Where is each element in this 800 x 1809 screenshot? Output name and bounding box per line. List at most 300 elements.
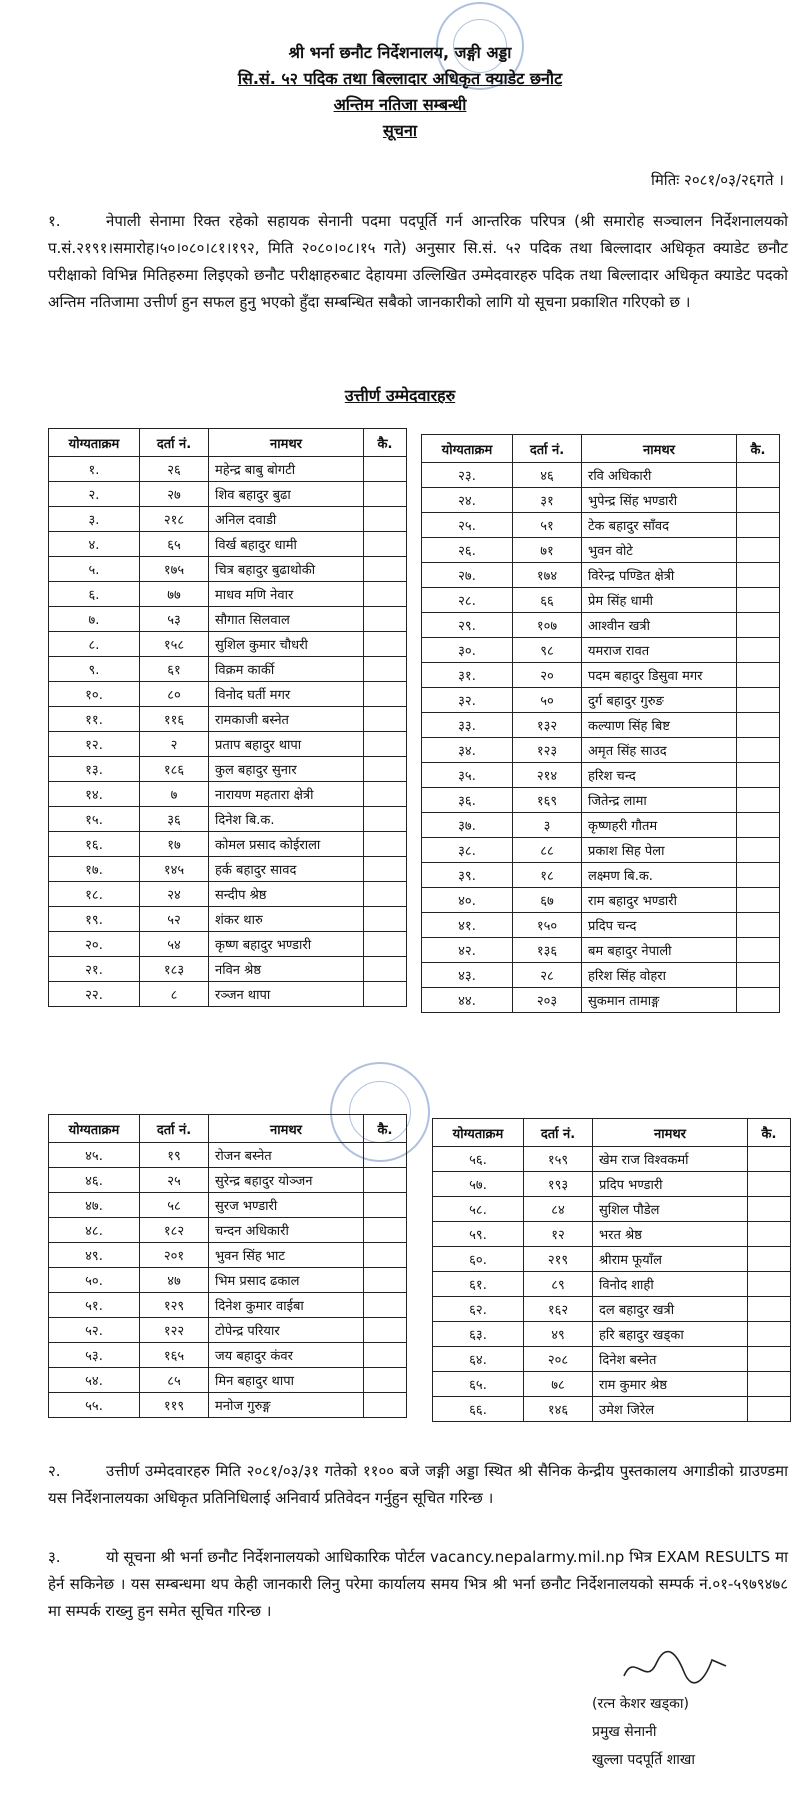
table-row (49, 1343, 407, 1368)
rank-cell: ५९. (433, 1222, 524, 1247)
remarks-cell (737, 613, 780, 638)
table-row (49, 482, 407, 507)
remarks-cell (364, 832, 407, 857)
col-rank-header: योग्यताक्रम (422, 435, 513, 463)
rank-cell: ४९. (49, 1243, 140, 1268)
rank-cell: ५०. (49, 1268, 140, 1293)
remarks-cell (737, 738, 780, 763)
remarks-cell (364, 757, 407, 782)
name-cell: राम बहादुर भण्डारी (582, 888, 737, 913)
table-row (433, 1397, 791, 1422)
name-cell: सुरज भण्डारी (209, 1193, 364, 1218)
reg-no-cell: १३६ (513, 938, 582, 963)
table-row (49, 757, 407, 782)
remarks-cell (364, 1268, 407, 1293)
name-cell: बम बहादुर नेपाली (582, 938, 737, 963)
reg-no-cell: ९८ (513, 638, 582, 663)
reg-no-cell: ११६ (140, 707, 209, 732)
rank-cell: १०. (49, 682, 140, 707)
reg-no-cell: ८ (140, 982, 209, 1007)
name-cell: भिम प्रसाद ढकाल (209, 1268, 364, 1293)
rank-cell: ३२. (422, 688, 513, 713)
remarks-cell (737, 963, 780, 988)
remarks-cell (737, 563, 780, 588)
name-cell: शिव बहादुर बुढा (209, 482, 364, 507)
rank-cell: २४. (422, 488, 513, 513)
name-cell: भुवन सिंह भाट (209, 1243, 364, 1268)
reg-no-cell: २७ (140, 482, 209, 507)
name-cell: सुरेन्द्र बहादुर योञ्जन (209, 1168, 364, 1193)
name-cell: कृष्ण बहादुर भण्डारी (209, 932, 364, 957)
table-row (49, 1268, 407, 1293)
name-cell: चन्दन अधिकारी (209, 1218, 364, 1243)
name-cell: महेन्द्र बाबु बोगटी (209, 457, 364, 482)
document-header (0, 40, 800, 144)
name-cell: हरि बहादुर खड्का (593, 1322, 748, 1347)
signatory-office: खुल्ला पदपूर्ति शाखा (592, 1752, 695, 1768)
remarks-cell (737, 938, 780, 963)
name-cell: श्रीराम फूयाँल (593, 1247, 748, 1272)
remarks-cell (364, 857, 407, 882)
name-cell: सौगात सिलवाल (209, 607, 364, 632)
table-row (422, 813, 780, 838)
name-cell: आश्वीन खत्री (582, 613, 737, 638)
table-row (433, 1247, 791, 1272)
remarks-cell (364, 507, 407, 532)
reg-no-cell: ५० (513, 688, 582, 713)
reg-no-cell: १९३ (524, 1172, 593, 1197)
table-row (433, 1372, 791, 1397)
col-remarks-header: कै. (364, 1115, 407, 1143)
table-row (49, 682, 407, 707)
remarks-cell (364, 682, 407, 707)
col-rank-header: योग्यताक्रम (49, 429, 140, 457)
rank-cell: १५. (49, 807, 140, 832)
name-cell: दिनेश बि.क. (209, 807, 364, 832)
rank-cell: २९. (422, 613, 513, 638)
remarks-cell (737, 513, 780, 538)
table-row (49, 732, 407, 757)
reg-no-cell: ८५ (140, 1368, 209, 1393)
table-row (49, 557, 407, 582)
reg-no-cell: ६७ (513, 888, 582, 913)
reg-no-cell: २१९ (524, 1247, 593, 1272)
col-name-header: नामथर (593, 1119, 748, 1147)
rank-cell: ११. (49, 707, 140, 732)
rank-cell: १. (49, 457, 140, 482)
table-row (49, 1143, 407, 1168)
table-row (49, 457, 407, 482)
remarks-cell (748, 1197, 791, 1222)
name-cell: खेम राज विश्वकर्मा (593, 1147, 748, 1172)
remarks-cell (748, 1372, 791, 1397)
table-row (433, 1172, 791, 1197)
rank-cell: ३९. (422, 863, 513, 888)
reg-no-cell: ७ (140, 782, 209, 807)
col-rank-header: योग्यताक्रम (49, 1115, 140, 1143)
table-header-row (49, 429, 407, 457)
reg-no-cell: ६५ (140, 532, 209, 557)
name-cell: सुशिल पौडेल (593, 1197, 748, 1222)
name-cell: राम कुमार श्रेष्ठ (593, 1372, 748, 1397)
table-row (422, 513, 780, 538)
rank-cell: १६. (49, 832, 140, 857)
name-cell: अनिल दवाडी (209, 507, 364, 532)
rank-cell: ६१. (433, 1272, 524, 1297)
rank-cell: ५४. (49, 1368, 140, 1393)
reg-no-cell: १५८ (140, 632, 209, 657)
reg-no-cell: ८९ (524, 1272, 593, 1297)
table-row (49, 1218, 407, 1243)
remarks-cell (364, 932, 407, 957)
rank-cell: ६५. (433, 1372, 524, 1397)
rank-cell: ३७. (422, 813, 513, 838)
table-row (49, 607, 407, 632)
reg-no-cell: १८ (513, 863, 582, 888)
table-row (49, 1293, 407, 1318)
rank-cell: ४०. (422, 888, 513, 913)
rank-cell: २५. (422, 513, 513, 538)
rank-cell: ५. (49, 557, 140, 582)
table-row (49, 982, 407, 1007)
remarks-cell (748, 1397, 791, 1422)
reg-no-cell: १६५ (140, 1343, 209, 1368)
reg-no-cell: २१८ (140, 507, 209, 532)
result-title: अन्तिम नतिजा सम्बन्धी (333, 95, 467, 114)
table-row (422, 863, 780, 888)
results-table-4 (432, 1118, 791, 1422)
table-row (49, 1318, 407, 1343)
remarks-cell (364, 482, 407, 507)
name-cell: चित्र बहादुर बुढाथोकी (209, 557, 364, 582)
name-cell: विक्रम कार्की (209, 657, 364, 682)
rank-cell: ५३. (49, 1343, 140, 1368)
remarks-cell (737, 638, 780, 663)
name-cell: रोजन बस्नेत (209, 1143, 364, 1168)
rank-cell: ६०. (433, 1247, 524, 1272)
directorate-title: श्री भर्ना छनौट निर्देशनालय, जङ्गी अड्डा (288, 43, 512, 62)
table-row (422, 713, 780, 738)
rank-cell: ६. (49, 582, 140, 607)
reg-no-cell: ५३ (140, 607, 209, 632)
rank-cell: १२. (49, 732, 140, 757)
paragraph-2-number: २. (48, 1462, 61, 1480)
rank-cell: २२. (49, 982, 140, 1007)
name-cell: मिन बहादुर थापा (209, 1368, 364, 1393)
name-cell: जय बहादुर कंवर (209, 1343, 364, 1368)
reg-no-cell: २१४ (513, 763, 582, 788)
table-row (433, 1347, 791, 1372)
reg-no-cell: २८ (513, 963, 582, 988)
rank-cell: २३. (422, 463, 513, 488)
name-cell: कोमल प्रसाद कोईराला (209, 832, 364, 857)
name-cell: दल बहादुर खत्री (593, 1297, 748, 1322)
name-cell: भरत श्रेष्ठ (593, 1222, 748, 1247)
remarks-cell (748, 1272, 791, 1297)
rank-cell: १४. (49, 782, 140, 807)
reg-no-cell: १७५ (140, 557, 209, 582)
remarks-cell (364, 582, 407, 607)
name-cell: विरेन्द्र पण्डित क्षेत्री (582, 563, 737, 588)
table-row (49, 707, 407, 732)
table-row (433, 1297, 791, 1322)
reg-no-cell: ६१ (140, 657, 209, 682)
name-cell: हरिश सिंह वोहरा (582, 963, 737, 988)
reg-no-cell: १३२ (513, 713, 582, 738)
name-cell: कृष्णहरी गौतम (582, 813, 737, 838)
table-row (49, 657, 407, 682)
col-rank-header: योग्यताक्रम (433, 1119, 524, 1147)
rank-cell: ३४. (422, 738, 513, 763)
name-cell: हर्क बहादुर सावद (209, 857, 364, 882)
remarks-cell (364, 957, 407, 982)
reg-no-cell: १८२ (140, 1218, 209, 1243)
reg-no-cell: ७८ (524, 1372, 593, 1397)
reg-no-cell: १७ (140, 832, 209, 857)
rank-cell: ४१. (422, 913, 513, 938)
rank-cell: ४८. (49, 1218, 140, 1243)
table-row (49, 782, 407, 807)
remarks-cell (737, 463, 780, 488)
name-cell: दिनेश कुमार वाईबा (209, 1293, 364, 1318)
paragraph-1-text: नेपाली सेनामा रिक्त रहेको सहायक सेनानी पदमा पदपूर्ति गर्न आन्तरिक परिपत्र (श्री समारोह सञ्चालन निर्देशनालयको प.सं.२१९१।समारोह।५०।०८०।८१।१९२, मिति २०८०।०८।१५ गते) अनुसार सि.सं. ५२ पदिक तथा बिल्लादार अधिकृत क्याडेट छनौट परीक्षाको विभिन्न मितिहरुमा लिइएको छनौट परीक्षाहरुबाट देहायमा उल्लिखित उम्मेदवारहरु पदिक तथा बिल्लादार अधिकृत क्याडेट पदको अन्तिम नतिजामा उत्तीर्ण हुन सफल हुनु भएको हुँदा सम्बन्धित सबैको जानकारीको लागि यो सूचना प्रकाशित गरिएको छ । (48, 212, 788, 311)
name-cell: उमेश जिरेल (593, 1397, 748, 1422)
rank-cell: ५१. (49, 1293, 140, 1318)
table-row (49, 507, 407, 532)
remarks-cell (364, 907, 407, 932)
results-table-2 (421, 434, 780, 1013)
reg-no-cell: २५ (140, 1168, 209, 1193)
reg-no-cell: ८० (140, 682, 209, 707)
rank-cell: ४४. (422, 988, 513, 1013)
reg-no-cell: ५४ (140, 932, 209, 957)
rank-cell: ४७. (49, 1193, 140, 1218)
notice-title: सूचना (382, 121, 417, 140)
col-name-header: नामथर (582, 435, 737, 463)
remarks-cell (364, 1318, 407, 1343)
name-cell: यमराज रावत (582, 638, 737, 663)
name-cell: पदम बहादुर डिसुवा मगर (582, 663, 737, 688)
rank-cell: ५२. (49, 1318, 140, 1343)
table-row (422, 738, 780, 763)
remarks-cell (364, 1168, 407, 1193)
rank-cell: ४. (49, 532, 140, 557)
rank-cell: ३५. (422, 763, 513, 788)
reg-no-cell: ४६ (513, 463, 582, 488)
remarks-cell (364, 882, 407, 907)
rank-cell: ५५. (49, 1393, 140, 1418)
rank-cell: ५६. (433, 1147, 524, 1172)
col-name-header: नामथर (209, 429, 364, 457)
rank-cell: १८. (49, 882, 140, 907)
name-cell: प्रकाश सिह पेला (582, 838, 737, 863)
reg-no-cell: २०८ (524, 1347, 593, 1372)
remarks-cell (364, 1193, 407, 1218)
reg-no-cell: १२२ (140, 1318, 209, 1343)
signature-block (592, 1690, 695, 1774)
table-row (433, 1272, 791, 1297)
name-cell: टोपेन्द्र परियार (209, 1318, 364, 1343)
remarks-cell (737, 663, 780, 688)
remarks-cell (364, 1343, 407, 1368)
name-cell: सुकमान तामाङ्ग (582, 988, 737, 1013)
name-cell: विर्ख बहादुर धामी (209, 532, 364, 557)
reg-no-cell: १५० (513, 913, 582, 938)
table-row (422, 663, 780, 688)
rank-cell: ४२. (422, 938, 513, 963)
name-cell: जितेन्द्र लामा (582, 788, 737, 813)
reg-no-cell: १२३ (513, 738, 582, 763)
paragraph-2-text: उत्तीर्ण उम्मेदवारहरु मिति २०८१/०३/३१ गतेको ११०० बजे जङ्गी अड्डा स्थित श्री सैनिक केन्द्रीय पुस्तकालय अगाडीको ग्राउण्डमा यस निर्देशनालयका अधिकृत प्रतिनिधिलाई अनिवार्य प्रतिवेदन गर्नुहुन सूचित गरिन्छ । (48, 1462, 788, 1507)
col-reg-no-header: दर्ता नं. (140, 429, 209, 457)
remarks-cell (737, 688, 780, 713)
table-header-row (422, 435, 780, 463)
reg-no-cell: ३६ (140, 807, 209, 832)
exam-title: सि.सं. ५२ पदिक तथा बिल्लादार अधिकृत क्याडेट छनौट (237, 69, 563, 88)
table-row (49, 582, 407, 607)
rank-cell: २. (49, 482, 140, 507)
remarks-cell (364, 807, 407, 832)
table-row (422, 688, 780, 713)
table-row (49, 857, 407, 882)
rank-cell: १३. (49, 757, 140, 782)
name-cell: टेक बहादुर साँवद (582, 513, 737, 538)
name-cell: मनोज गुरुङ्ग (209, 1393, 364, 1418)
rank-cell: २१. (49, 957, 140, 982)
signatory-name: (रत्न केशर खड्का) (592, 1696, 689, 1712)
table-row (422, 563, 780, 588)
name-cell: विनोद शाही (593, 1272, 748, 1297)
col-reg-no-header: दर्ता नं. (513, 435, 582, 463)
table-row (422, 588, 780, 613)
reg-no-cell: ८४ (524, 1197, 593, 1222)
name-cell: भुवन वोटे (582, 538, 737, 563)
remarks-cell (364, 982, 407, 1007)
name-cell: माधव मणि नेवार (209, 582, 364, 607)
remarks-cell (364, 607, 407, 632)
table-row (433, 1197, 791, 1222)
reg-no-cell: २४ (140, 882, 209, 907)
name-cell: हरिश चन्द (582, 763, 737, 788)
reg-no-cell: १२९ (140, 1293, 209, 1318)
name-cell: रामकाजी बस्नेत (209, 707, 364, 732)
reg-no-cell: ८८ (513, 838, 582, 863)
table-row (422, 988, 780, 1013)
name-cell: प्रेम सिंह धामी (582, 588, 737, 613)
reg-no-cell: १८६ (140, 757, 209, 782)
rank-cell: ८. (49, 632, 140, 657)
remarks-cell (364, 1218, 407, 1243)
table-row (49, 1168, 407, 1193)
paragraph-1-number: १. (48, 212, 61, 230)
remarks-cell (364, 1143, 407, 1168)
remarks-cell (364, 1393, 407, 1418)
remarks-cell (364, 532, 407, 557)
rank-cell: ३०. (422, 638, 513, 663)
name-cell: प्रताप बहादुर थापा (209, 732, 364, 757)
table-row (49, 532, 407, 557)
rank-cell: ३. (49, 507, 140, 532)
table-row (422, 938, 780, 963)
name-cell: नारायण महतारा क्षेत्री (209, 782, 364, 807)
remarks-cell (737, 913, 780, 938)
signature-scribble (620, 1646, 730, 1688)
rank-cell: २०. (49, 932, 140, 957)
table-row (422, 613, 780, 638)
table-header-row (433, 1119, 791, 1147)
remarks-cell (737, 588, 780, 613)
table-row (49, 1243, 407, 1268)
rank-cell: ५७. (433, 1172, 524, 1197)
table-row (433, 1322, 791, 1347)
rank-cell: ३६. (422, 788, 513, 813)
name-cell: लक्ष्मण बि.क. (582, 863, 737, 888)
remarks-cell (364, 632, 407, 657)
reg-no-cell: २०१ (140, 1243, 209, 1268)
col-reg-no-header: दर्ता नं. (524, 1119, 593, 1147)
rank-cell: ६६. (433, 1397, 524, 1422)
table-row (422, 963, 780, 988)
reg-no-cell: ४९ (524, 1322, 593, 1347)
reg-no-cell: १४५ (140, 857, 209, 882)
name-cell: विनोद घर्ती मगर (209, 682, 364, 707)
remarks-cell (737, 888, 780, 913)
name-cell: सुशिल कुमार चौधरी (209, 632, 364, 657)
remarks-cell (737, 863, 780, 888)
rank-cell: ६२. (433, 1297, 524, 1322)
rank-cell: २८. (422, 588, 513, 613)
rank-cell: ३३. (422, 713, 513, 738)
remarks-cell (364, 782, 407, 807)
table-row (49, 907, 407, 932)
reg-no-cell: ७१ (513, 538, 582, 563)
rank-cell: १९. (49, 907, 140, 932)
table-header-row (49, 1115, 407, 1143)
remarks-cell (364, 707, 407, 732)
table-row (422, 463, 780, 488)
table-row (49, 632, 407, 657)
rank-cell: १७. (49, 857, 140, 882)
reg-no-cell: १५९ (524, 1147, 593, 1172)
reg-no-cell: १०७ (513, 613, 582, 638)
rank-cell: ६४. (433, 1347, 524, 1372)
remarks-cell (364, 457, 407, 482)
reg-no-cell: १६२ (524, 1297, 593, 1322)
rank-cell: ३८. (422, 838, 513, 863)
rank-cell: ६३. (433, 1322, 524, 1347)
table-row (422, 788, 780, 813)
col-reg-no-header: दर्ता नं. (140, 1115, 209, 1143)
reg-no-cell: १८३ (140, 957, 209, 982)
col-remarks-header: कै. (364, 429, 407, 457)
col-name-header: नामथर (209, 1115, 364, 1143)
name-cell: रञ्जन थापा (209, 982, 364, 1007)
results-table-1 (48, 428, 407, 1007)
table-row (422, 488, 780, 513)
remarks-cell (364, 557, 407, 582)
paragraph-3-text: यो सूचना श्री भर्ना छनौट निर्देशनालयको आधिकारिक पोर्टल vacancy.nepalarmy.mil.np भित्र EXAM RESULTS मा हेर्न सकिनेछ । यस सम्बन्धमा थप केही जानकारी लिनु परेमा कार्यालय समय भित्र श्री भर्ना छनौट निर्देशनालयको सम्पर्क नं.०१-५९७९४७८ मा सम्पर्क राख्नु हुन समेत सूचित गरिन्छ । (48, 1548, 788, 1620)
name-cell: रवि अधिकारी (582, 463, 737, 488)
paragraph-3-number: ३. (48, 1548, 61, 1566)
table-row (422, 888, 780, 913)
rank-cell: ४५. (49, 1143, 140, 1168)
reg-no-cell: १२ (524, 1222, 593, 1247)
results-table-3 (48, 1114, 407, 1418)
reg-no-cell: २६ (140, 457, 209, 482)
table-row (49, 1368, 407, 1393)
reg-no-cell: ४७ (140, 1268, 209, 1293)
remarks-cell (364, 1368, 407, 1393)
